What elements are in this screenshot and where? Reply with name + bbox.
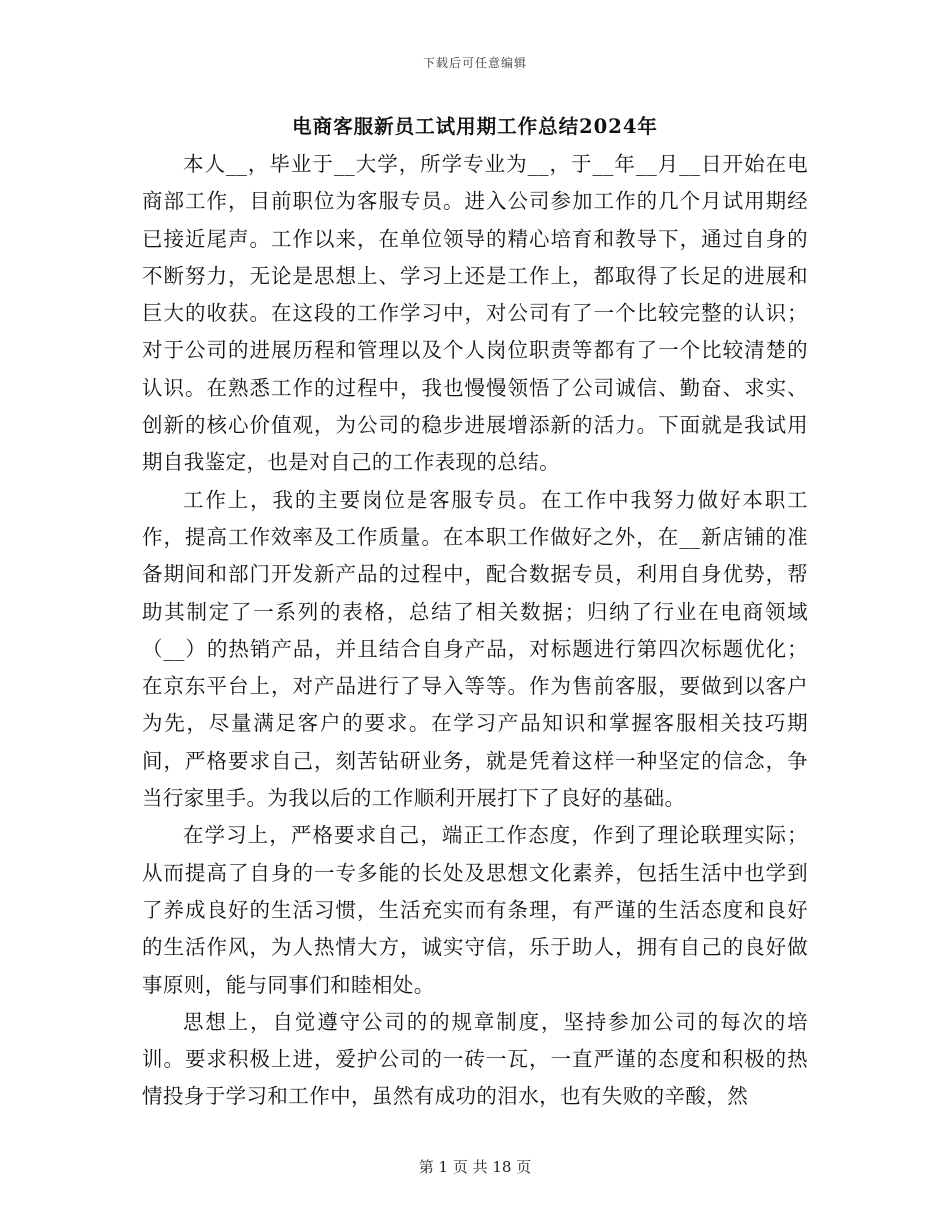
document-title: 电商客服新员工试用期工作总结2024年 <box>292 115 658 138</box>
paragraph-study: 在学习上，严格要求自己，端正工作态度，作到了理论联理实际；从而提高了自身的一专多能的长处及思想文化素养，包括生活中也学到了养成良好的生活习惯，生活充实而有条理，有严谨的生活态度和良好的生活作风，为人热情大方，诚实守信，乐于助人，拥有自己的良好做事原则，能与同事们和睦相处。 <box>142 823 808 997</box>
paragraph-intro: 本人__，毕业于__大学，所学专业为__，于__年__月__日开始在电商部工作，目前职位为客服专员。进入公司参加工作的几个月试用期经已接近尾声。工作以来，在单位领导的精心培育和教导下，通过自身的不断努力，无论是思想上、学习上还是工作上，都取得了长足的进展和巨大的收获。在这段的工作学习中，对公司有了一个比较完整的认识；对于公司的进展历程和管理以及个人岗位职责等都有了一个比较清楚的认识。在熟悉工作的过程中，我也慢慢领悟了公司诚信、勤奋、求实、创新的核心价值观，为公司的稳步进展增添新的活力。下面就是我试用期自我鉴定，也是对自己的工作表现的总结。 <box>142 152 808 475</box>
page-footer: 第 1 页 共 18 页 <box>418 1158 532 1176</box>
paragraph-work: 工作上，我的主要岗位是客服专员。在工作中我努力做好本职工作，提高工作效率及工作质量。在本职工作做好之外，在__新店铺的准备期间和部门开发新产品的过程中，配合数据专员，利用自身优势，帮助其制定了一系列的表格，总结了相关数据；归纳了行业在电商领域（__）的热销产品，并且结合自身产品，对标题进行第四次标题优化；在京东平台上，对产品进行了导入等等。作为售前客服，要做到以客户为先，尽量满足客户的要求。在学习产品知识和掌握客服相关技巧期间，严格要求自己，刻苦钻研业务，就是凭着这样一种坚定的信念，争当行家里手。为我以后的工作顺利开展打下了良好的基础。 <box>142 487 808 811</box>
header-note: 下载后可任意编辑 <box>422 56 527 70</box>
paragraph-thought: 思想上，自觉遵守公司的的规章制度，坚持参加公司的每次的培训。要求积极上进，爱护公司的一砖一瓦，一直严谨的态度和积极的热情投身于学习和工作中，虽然有成功的泪水，也有失败的辛酸，然 <box>142 1009 808 1109</box>
document-body <box>142 146 808 1116</box>
